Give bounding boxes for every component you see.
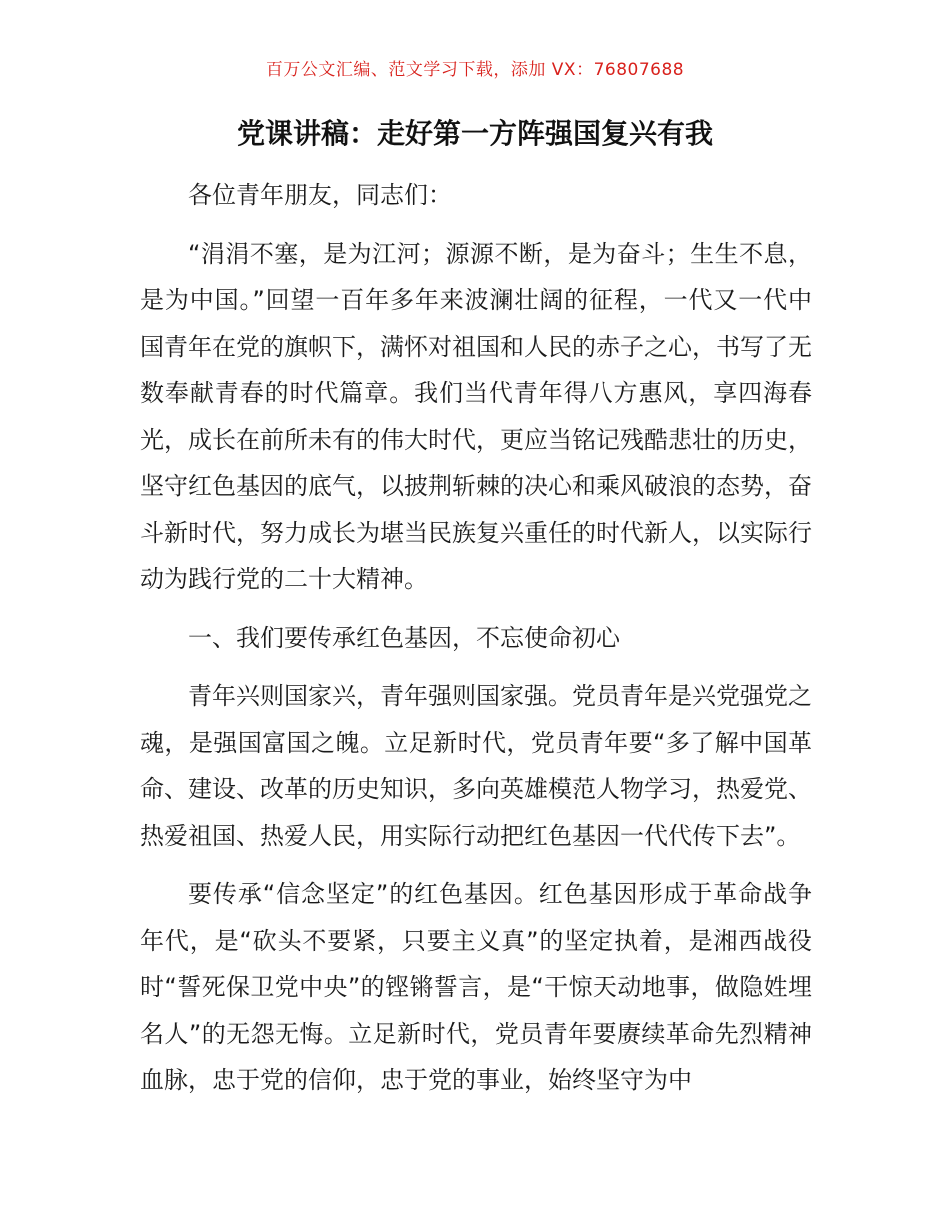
document-title: 党课讲稿：走好第一方阵强国复兴有我 bbox=[236, 117, 713, 150]
header-watermark-note: 百万公文汇编、范文学习下载，添加 VX：76807688 bbox=[265, 60, 685, 80]
section-heading-1: 一、我们要传承红色基因，不忘使命初心 bbox=[188, 623, 620, 652]
paragraph-intro: “涓涓不塞，是为江河；源源不断，是为奋斗；生生不息，是为中国。”回望一百年多年来波澜壮阔的征程，一代又一代中国青年在党的旗帜下，满怀对祖国和人民的赤子之心，书写了无数奉献青春的时代篇章。我们当代青年得八方惠风，享四海春光，成长在前所未有的伟大时代，更应当铭记残酷悲壮的历史，坚守红色基因的底气，以披荆斩棘的决心和乘风破浪的态势，奋斗新时代，努力成长为堪当民族复兴重任的时代新人，以实际行动为践行党的二十大精神。 bbox=[140, 239, 812, 593]
salutation: 各位青年朋友，同志们： bbox=[188, 181, 452, 209]
paragraph-section-1-a: 青年兴则国家兴，青年强则国家强。党员青年是兴党强党之魂，是强国富国之魄。立足新时代，党员青年要“多了解中国革命、建设、改革的历史知识，多向英雄模范人物学习，热爱党、热爱祖国、热爱人民，用实际行动把红色基因一代代传下去”。 bbox=[140, 682, 812, 850]
paragraph-section-1-b: 要传承“信念坚定”的红色基因。红色基因形成于革命战争年代，是“砍头不要紧，只要主义真”的坚定执着，是湘西战役时“誓死保卫党中央”的铿锵誓言，是“干惊天动地事，做隐姓埋名人”的无怨无悔。立足新时代，党员青年要赓续革命先烈精神血脉，忠于党的信仰，忠于党的事业，始终坚守为中 bbox=[140, 880, 812, 1094]
document-body bbox=[140, 172, 812, 1116]
